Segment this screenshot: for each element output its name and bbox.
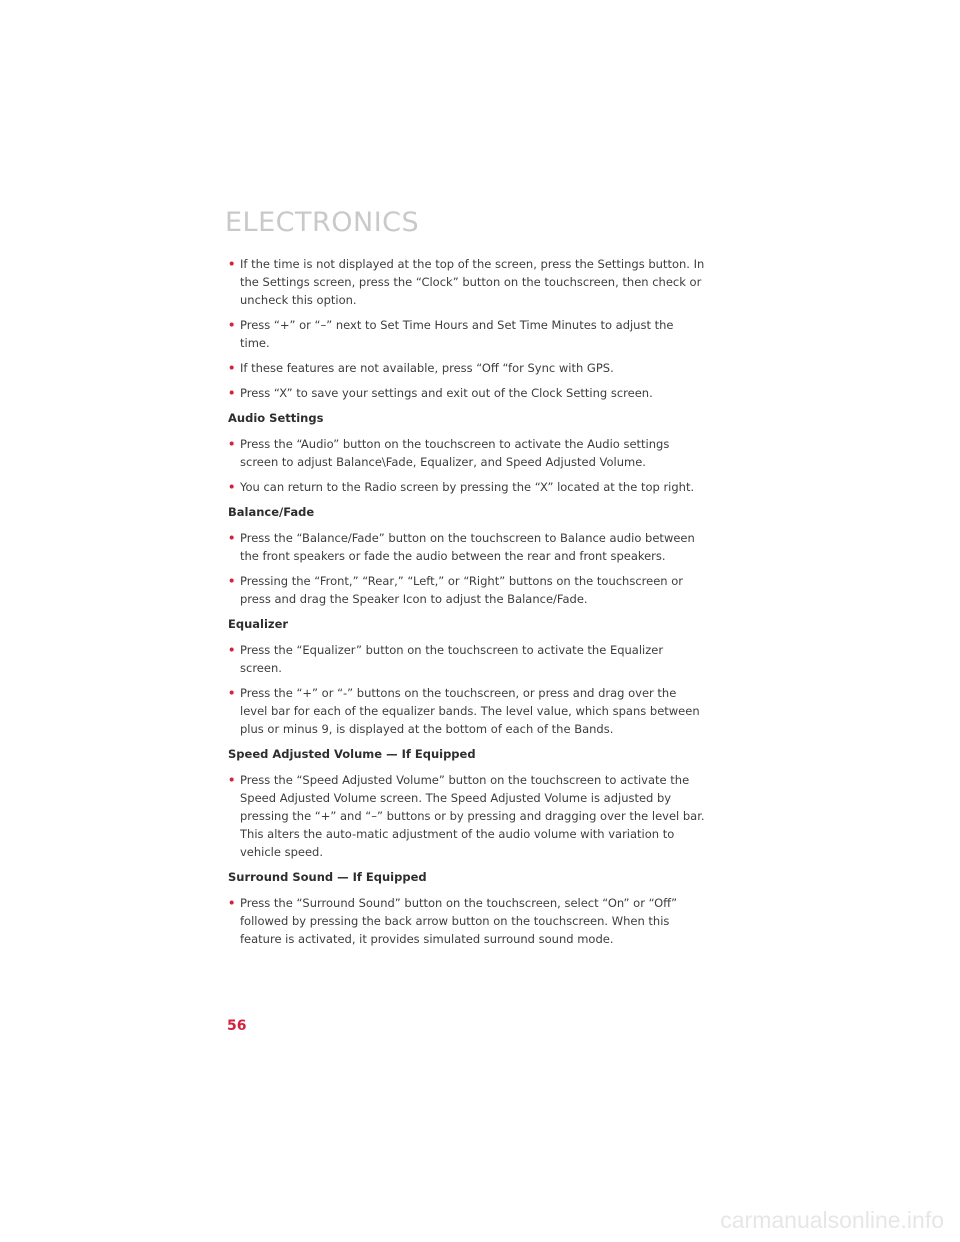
- bullet-item: [228, 572, 706, 608]
- bullet-marker: •: [228, 773, 236, 787]
- section-title: ELECTRONICS: [225, 207, 420, 238]
- bullet-text: Pressing the “Front,” “Rear,” “Left,” or “Right” buttons on the touchscreen or press and drag the Speaker Icon to adjust the Balance/Fade.: [240, 574, 683, 606]
- bullet-text: Press the “Surround Sound” button on the touchscreen, select “On” or “Off” followed by pressing the back arrow button on the touchscreen. When this feature is activated, it provides simulated surround sound mode.: [240, 896, 678, 946]
- bullet-item: [228, 529, 706, 565]
- bullet-item: [228, 435, 706, 471]
- bullet-item: [228, 359, 706, 377]
- bullet-marker: •: [228, 437, 236, 451]
- bullet-marker: •: [228, 480, 236, 494]
- bullet-item: [228, 316, 706, 352]
- bullet-marker: •: [228, 257, 236, 271]
- section-heading-surround-sound: Surround Sound — If Equipped: [228, 870, 427, 884]
- bullet-item: [228, 771, 706, 861]
- bullet-text: Press the “+” or “-” buttons on the touchscreen, or press and drag over the level bar for each of the equalizer bands. The level value, which spans between plus or minus 9, is displayed at the bottom of each of the Bands.: [240, 686, 700, 736]
- bullet-marker: •: [228, 896, 236, 910]
- bullet-text: If the time is not displayed at the top of the screen, press the Settings button. In the Settings screen, press the “Clock” button on the touchscreen, then check or uncheck this option.: [240, 257, 705, 307]
- bullet-marker: •: [228, 574, 236, 588]
- bullet-text: Press the “Audio” button on the touchscreen to activate the Audio settings screen to adjust Balance\Fade, Equalizer, and Speed Adjusted Volume.: [240, 437, 670, 469]
- bullet-item: [228, 384, 706, 402]
- page-content: [228, 255, 706, 955]
- section-heading-equalizer: Equalizer: [228, 617, 289, 631]
- bullet-text: Press the “Balance/Fade” button on the touchscreen to Balance audio between the front speakers or fade the audio between the rear and front speakers.: [240, 531, 695, 563]
- bullet-text: Press “+” or “–” next to Set Time Hours and Set Time Minutes to adjust the time.: [240, 318, 674, 350]
- bullet-text: Press the “Speed Adjusted Volume” button on the touchscreen to activate the Speed Adjusted Volume screen. The Speed Adjusted Volume is adjusted by pressing the “+” and “–” buttons or by pressing and dragging over the level bar. This alters the auto-matic adjustment of the audio volume with variation to vehicle speed.: [240, 773, 705, 859]
- bullet-marker: •: [228, 643, 236, 657]
- bullet-marker: •: [228, 318, 236, 332]
- section-heading-speed-adjusted-volume: Speed Adjusted Volume — If Equipped: [228, 747, 476, 761]
- section-heading-balance-fade: Balance/Fade: [228, 505, 315, 519]
- bullet-marker: •: [228, 531, 236, 545]
- bullet-item: [228, 641, 706, 677]
- bullet-item: [228, 478, 706, 496]
- bullet-marker: •: [228, 361, 236, 375]
- bullet-marker: •: [228, 386, 236, 400]
- bullet-text: Press “X” to save your settings and exit out of the Clock Setting screen.: [240, 386, 653, 400]
- page-number: 56: [227, 1018, 247, 1034]
- bullet-item: [228, 255, 706, 309]
- section-heading-audio-settings: Audio Settings: [228, 411, 324, 425]
- bullet-text: If these features are not available, press “Off “for Sync with GPS.: [240, 361, 614, 375]
- bullet-text: Press the “Equalizer” button on the touchscreen to activate the Equalizer screen.: [240, 643, 664, 675]
- bullet-marker: •: [228, 686, 236, 700]
- watermark: carmanualsonline.info: [720, 1207, 944, 1233]
- bullet-text: You can return to the Radio screen by pressing the “X” located at the top right.: [240, 480, 695, 494]
- bullet-item: [228, 894, 706, 948]
- bullet-item: [228, 684, 706, 738]
